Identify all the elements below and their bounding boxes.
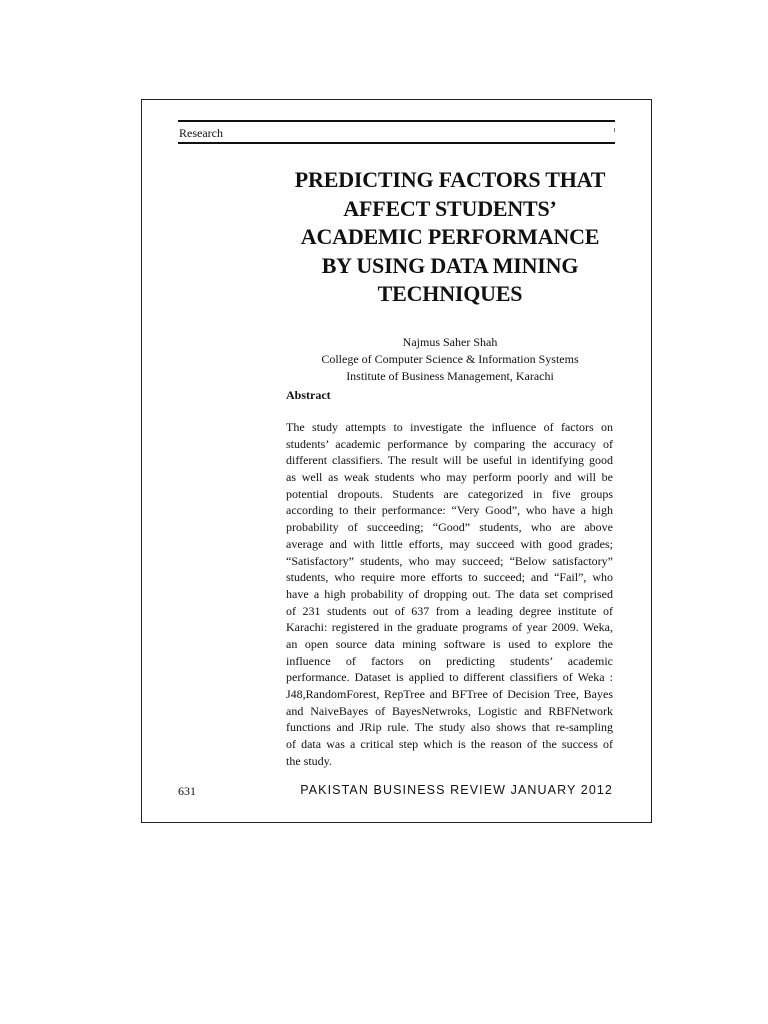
abstract-line: as well as weak students who may perform poorly and will be bbox=[286, 470, 613, 485]
title-line: ACADEMIC PERFORMANCE bbox=[300, 224, 600, 249]
abstract-line: The study attempts to investigate the influence of factors on bbox=[286, 420, 613, 434]
abstract-line: different classifiers. The result will be useful in identifying good bbox=[286, 453, 613, 468]
abstract-line: students’ academic performance by comparing the accuracy of bbox=[286, 436, 613, 451]
affiliation-institute: Institute of Business Management, Karachi bbox=[346, 369, 554, 383]
abstract-line: J48,RandomForest, RepTree and BFTree of Decision Tree, Bayes bbox=[286, 687, 613, 701]
abstract-line: influence of factors on predicting students’ academic bbox=[286, 653, 613, 668]
abstract-line: the study. bbox=[286, 753, 332, 768]
title-line: AFFECT STUDENTS’ bbox=[343, 195, 557, 221]
abstract-line: according to their performance: “Very Good”, who have a high bbox=[286, 503, 613, 518]
article-title bbox=[283, 166, 617, 309]
abstract-line: Karachi: registered in the graduate programs of year 2009. Weka, bbox=[286, 620, 613, 635]
abstract-line: probability of succeeding; “Good” students, who are above bbox=[286, 520, 613, 535]
author-name: Najmus Saher Shah bbox=[402, 335, 498, 349]
abstract-line: have a high probability of dropping out. The data set comprised bbox=[286, 586, 613, 601]
abstract-line: students, who require more efforts to succeed; and “Fail”, who bbox=[286, 570, 613, 585]
abstract-body bbox=[286, 419, 613, 769]
abstract-line: functions and JRip rule. The study also shows that re-sampling bbox=[286, 720, 613, 735]
page-number: 631 bbox=[178, 784, 196, 798]
affiliation-college: College of Computer Science & Information Systems bbox=[321, 352, 579, 366]
title-line: TECHNIQUES bbox=[377, 281, 523, 306]
abstract-line: of 231 students out of 637 from a leading degree institute of bbox=[286, 603, 613, 618]
abstract-line: an open source data mining software is used to explore the bbox=[286, 636, 613, 651]
title-line: BY USING DATA MINING bbox=[321, 252, 579, 278]
abstract-heading: Abstract bbox=[286, 388, 331, 402]
author-block bbox=[283, 334, 617, 385]
abstract-line: potential dropouts. Students are categorized in five groups bbox=[286, 486, 613, 501]
abstract-line: and NaiveBayes of BayesNetwroks, Logistic and RBFNetwork bbox=[286, 703, 613, 718]
header-mark bbox=[614, 128, 615, 132]
title-line: PREDICTING FACTORS THAT bbox=[294, 167, 606, 192]
abstract-line: of data was a critical step which is the reason of the success of bbox=[286, 737, 613, 752]
section-label: Research bbox=[179, 126, 223, 140]
abstract-line: average and with little efforts, may succeed with good grades; bbox=[286, 536, 613, 551]
abstract-line: “Satisfactory” students, who may succeed; “Below satisfactory” bbox=[286, 553, 613, 568]
abstract-line: performance. Dataset is applied to different classifiers of Weka : bbox=[286, 670, 613, 685]
running-head bbox=[178, 120, 615, 144]
journal-footer: PAKISTAN BUSINESS REVIEW JANUARY 2012 bbox=[300, 783, 613, 797]
